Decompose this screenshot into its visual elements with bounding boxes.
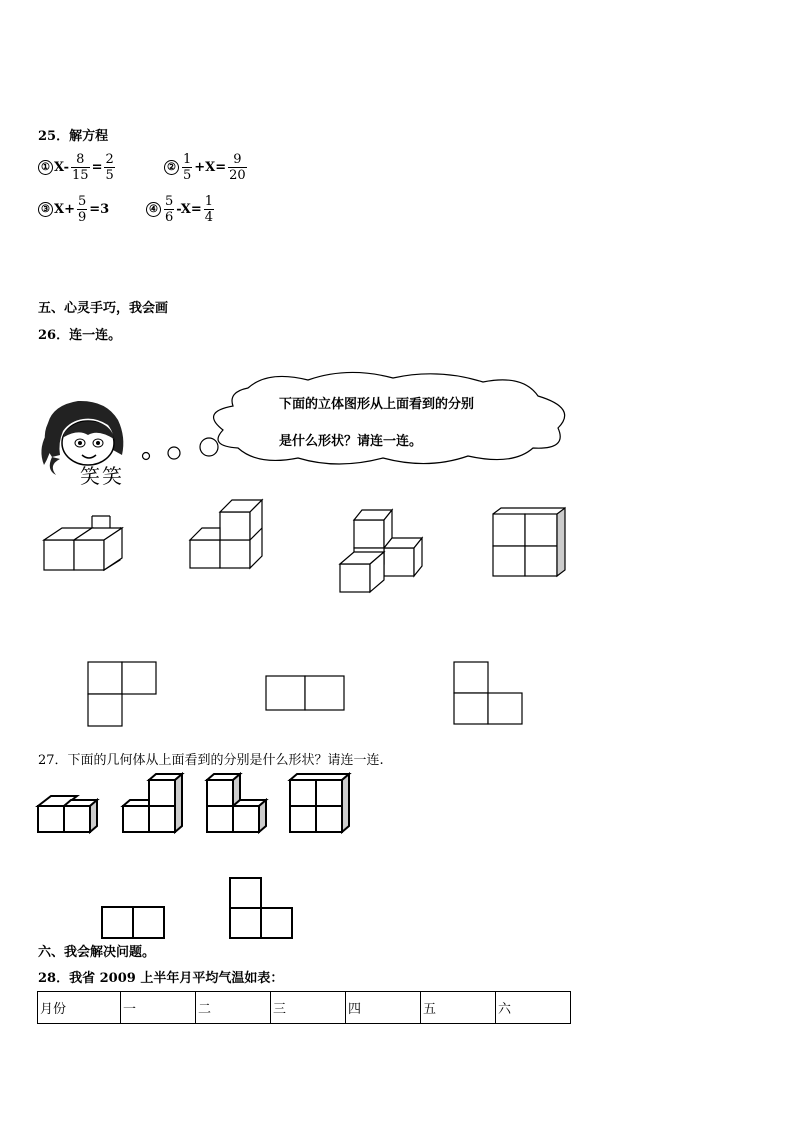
equation-4 xyxy=(146,194,216,225)
top-view-1 xyxy=(88,662,158,728)
q26-title: 26．连一连。 xyxy=(38,328,122,343)
q27-solid-4 xyxy=(289,772,353,834)
equation-1 xyxy=(38,152,117,183)
q27-top-view-1 xyxy=(101,906,167,940)
q27-title: 27．下面的几何体从上面看到的分别是什么形状？请连一连. xyxy=(38,753,384,768)
section-6-title: 六、我会解决问题。 xyxy=(38,945,156,960)
equation-2 xyxy=(164,152,249,183)
fraction: $\frac{9}{20}$ xyxy=(229,152,246,183)
bubble-text-line-2: 是什么形状？请连一连。 xyxy=(279,434,423,449)
q25-title: 25．解方程 xyxy=(38,129,109,144)
solid-figure-2 xyxy=(190,498,265,570)
fraction: $\frac{5}{6}$ xyxy=(165,194,174,225)
table-cell: 五 xyxy=(421,992,496,1024)
fraction: $\frac{1}{5}$ xyxy=(183,152,192,183)
fraction: $\frac{1}{4}$ xyxy=(204,194,213,225)
eq3-prefix: X+ xyxy=(54,202,75,217)
temperature-table xyxy=(37,991,571,1024)
q27-top-view-2 xyxy=(229,877,295,941)
circled-number-1: ① xyxy=(38,160,53,175)
table-cell: 二 xyxy=(196,992,271,1024)
eq1-prefix: X- xyxy=(54,160,70,175)
solid-figure-1 xyxy=(44,516,124,572)
table-cell: 六 xyxy=(496,992,571,1024)
solid-figure-3 xyxy=(340,508,430,594)
eq2-operator: +X= xyxy=(194,160,227,175)
fraction: $\frac{2}{5}$ xyxy=(105,152,114,183)
bubble-text-line-1: 下面的立体图形从上面看到的分别 xyxy=(279,397,475,412)
eq3-suffix: =3 xyxy=(89,202,110,217)
top-view-3 xyxy=(454,662,526,726)
character-name-label: 笑笑 xyxy=(80,464,124,488)
q27-solid-3 xyxy=(206,772,270,834)
fraction: $\frac{5}{9}$ xyxy=(77,194,87,225)
eq1-equals: = xyxy=(91,160,103,175)
table-cell: 月份 xyxy=(38,992,121,1024)
q27-solid-1 xyxy=(37,790,101,834)
circled-number-3: ③ xyxy=(38,202,53,217)
top-view-2 xyxy=(266,675,346,713)
q27-solid-2 xyxy=(122,772,186,834)
fraction: $\frac{8}{15}$ xyxy=(72,152,89,183)
table-cell: 三 xyxy=(271,992,346,1024)
q28-title: 28．我省 2009 上半年月平均气温如表： xyxy=(38,971,284,986)
section-5-title: 五、心灵手巧，我会画 xyxy=(38,301,169,316)
circled-number-2: ② xyxy=(164,160,179,175)
table-row xyxy=(38,992,571,1024)
table-cell: 一 xyxy=(121,992,196,1024)
equation-3 xyxy=(38,194,109,225)
circled-number-4: ④ xyxy=(146,202,161,217)
solid-figure-4 xyxy=(493,508,568,578)
eq4-operator: -X= xyxy=(176,202,202,217)
table-cell: 四 xyxy=(346,992,421,1024)
thought-bubble xyxy=(138,378,578,468)
